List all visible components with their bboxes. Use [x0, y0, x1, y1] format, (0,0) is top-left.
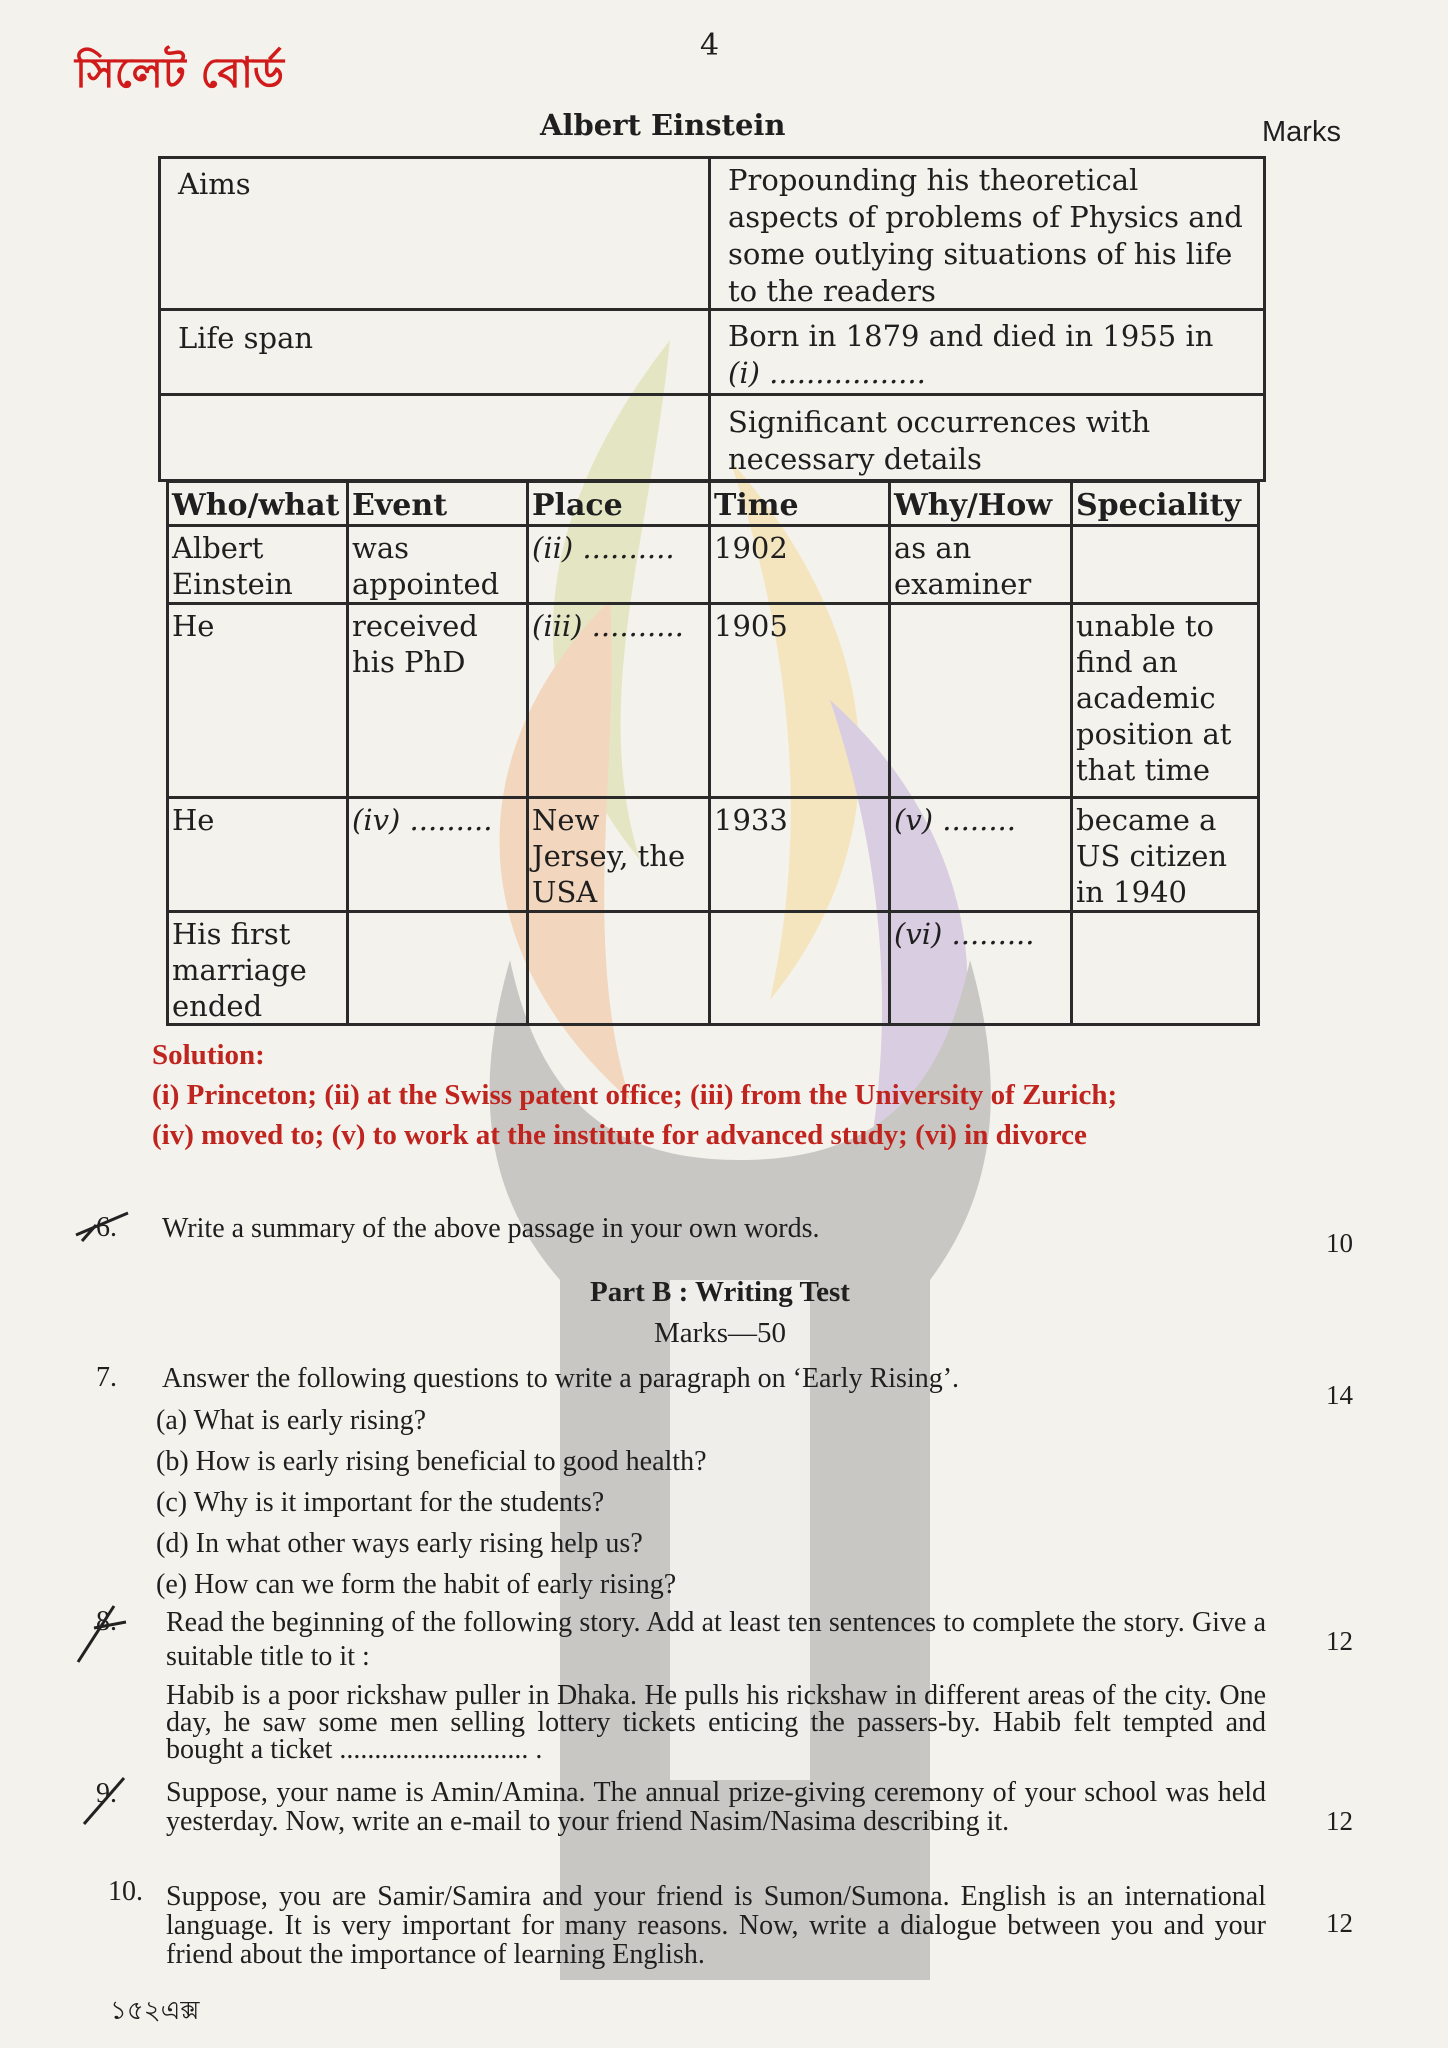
marks-header: Marks [1262, 116, 1341, 148]
grid-header-event: Event [352, 488, 448, 523]
part-b-marks: Marks—50 [653, 1317, 787, 1349]
question-9-number: 9. [96, 1778, 117, 1809]
grid-cell [528, 912, 704, 920]
grid-cell: (vi) ......... [894, 917, 1035, 951]
solution-line-1: (i) Princeton; (ii) at the Swiss patent office; (iii) from the University of Zurich; [152, 1079, 1118, 1111]
question-8-number: 8. [96, 1606, 117, 1637]
table-title: Albert Einstein [540, 108, 786, 142]
grid-cell: New Jersey, the USA [532, 803, 686, 909]
page-number: 4 [700, 28, 720, 63]
grid-cell [348, 912, 524, 920]
grid-header-place: Place [532, 488, 623, 523]
solution-block [152, 1035, 1402, 1155]
grid-header-why: Why/How [894, 488, 1053, 523]
grid-cell: He [172, 609, 215, 643]
question-10-text: Suppose, you are Samir/Samira and your friend is Sumon/Sumona. English is an international language. It is very important for many reasons. Now, write a dialogue between you and your friend about the importance of learning English. [166, 1881, 1266, 1970]
grid-cell: 1902 [714, 531, 788, 565]
question-8-story: Habib is a poor rickshaw puller in Dhaka. He pulls his rickshaw in different areas of the city. One day, he saw some men selling lottery tickets enticing the passers-by. Habib felt tempted and bought a ticket ........................... . [166, 1680, 1266, 1765]
question-10-number: 10. [108, 1876, 143, 1907]
solution-line-2: (iv) moved to; (v) to work at the institute for advanced study; (vi) in divorce [152, 1119, 1087, 1151]
question-7-number: 7. [96, 1362, 117, 1393]
grid-header-speciality: Speciality [1076, 488, 1241, 523]
lifespan-value: Born in 1879 and died in 1955 in (i) ................. [728, 319, 1214, 390]
question-9-text: Suppose, your name is Amin/Amina. The annual prize-giving ceremony of your school was held yesterday. Now, write an e-mail to your friend Nasim/Nasima describing it. [166, 1777, 1266, 1837]
solution-heading: Solution: [152, 1039, 265, 1071]
grid-cell: unable to find an academic position at that time [1076, 609, 1232, 787]
board-name: সিলেট বোর্ড [75, 48, 284, 97]
grid-cell: (iii) .......... [532, 609, 684, 643]
list-item: (b) How is early rising beneficial to good health? [156, 1446, 707, 1477]
question-7-marks: 14 [1326, 1380, 1353, 1410]
grid-cell [710, 912, 886, 920]
list-item: (a) What is early rising? [156, 1405, 427, 1436]
grid-cell: was appointed [352, 531, 500, 601]
question-9-marks: 12 [1326, 1806, 1353, 1836]
grid-header-time: Time [714, 488, 799, 523]
grid-cell: received his PhD [352, 609, 478, 679]
handwritten-tick-icon [80, 1770, 140, 1830]
question-7-items [156, 1400, 1256, 1605]
handwritten-tick-icon [74, 1598, 134, 1668]
aims-value: Propounding his theoretical aspects of problems of Physics and some outlying situations of his life to the readers [728, 163, 1243, 308]
aims-label: Aims [178, 167, 251, 201]
grid-cell [890, 604, 1066, 612]
grid-cell: as an examiner [894, 531, 1032, 601]
grid-cell [1072, 526, 1258, 534]
question-8-text: Read the beginning of the following story. Add at least ten sentences to complete the story. Give a suitable title to it : [166, 1607, 1266, 1672]
grid-header-who: Who/what [172, 488, 340, 523]
grid-cell: Albert Einstein [172, 531, 293, 601]
lifespan-label: Life span [178, 321, 314, 355]
question-8-marks: 12 [1326, 1626, 1353, 1656]
handwritten-tick-icon [72, 1205, 132, 1245]
occurrences-label: Significant occurrences with necessary details [728, 405, 1151, 476]
grid-cell: (iv) ......... [352, 803, 493, 837]
grid-cell [1072, 912, 1258, 920]
list-item: (e) How can we form the habit of early rising? [156, 1569, 677, 1600]
list-item: (d) In what other ways early rising help us? [156, 1528, 643, 1559]
part-b-title: Part B : Writing Test [590, 1276, 850, 1308]
question-6-number: 6. [96, 1212, 117, 1243]
grid-cell: He [172, 803, 215, 837]
question-6-marks: 10 [1326, 1228, 1353, 1258]
grid-cell: His first marriage ended [172, 917, 307, 1023]
grid-cell: 1933 [714, 803, 788, 837]
grid-cell: became a US citizen in 1940 [1076, 803, 1228, 909]
grid-cell: 1905 [714, 609, 788, 643]
grid-cell: (v) ........ [894, 803, 1016, 837]
question-10-marks: 12 [1326, 1908, 1353, 1938]
grid-cell: (ii) .......... [532, 531, 675, 565]
question-7-text: Answer the following questions to write a paragraph on ‘Early Rising’. [162, 1363, 960, 1394]
list-item: (c) Why is it important for the students? [156, 1487, 605, 1518]
question-6-text: Write a summary of the above passage in your own words. [162, 1213, 820, 1244]
footer-code: ১৫২এক্স [110, 1996, 200, 2026]
